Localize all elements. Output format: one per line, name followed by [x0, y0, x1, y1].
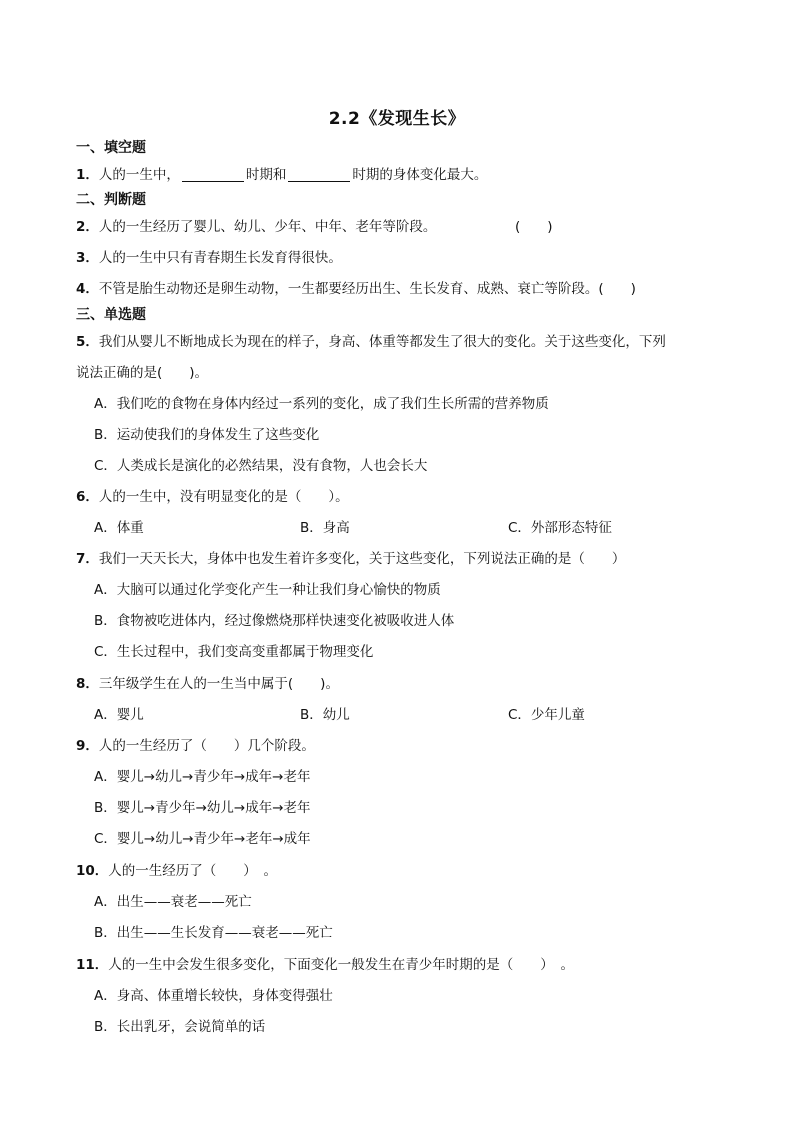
- question-text: 人的一生经历了（ ） 。: [108, 863, 278, 879]
- question-text: 人的一生中会发生很多变化，下面变化一般发生在青少年时期的是（ ） 。: [108, 957, 575, 973]
- option-c[interactable]: C．婴儿→幼儿→青少年→老年→成年: [94, 831, 311, 847]
- question-text: 人的一生经历了婴儿、幼儿、少年、中年、老年等阶段。: [98, 219, 437, 235]
- question-text: 三年级学生在人的一生当中属于( )。: [98, 676, 339, 692]
- question-number: 11．: [76, 957, 109, 973]
- question-4: [76, 279, 636, 299]
- question-text: 我们一天天长大，身体中也发生着许多变化，关于这些变化，下列说法正确的是（ ）: [98, 551, 626, 567]
- question-8: [76, 674, 339, 694]
- question-number: 5．: [76, 334, 99, 350]
- question-6: [76, 487, 349, 507]
- option-b[interactable]: B．幼儿: [300, 707, 350, 723]
- question-number: 7．: [76, 551, 99, 567]
- question-5: [76, 332, 666, 352]
- question-7: [76, 549, 625, 569]
- question-2: [76, 217, 436, 237]
- option-b[interactable]: B．婴儿→青少年→幼儿→成年→老年: [94, 800, 311, 816]
- section-judge: 二、判断题: [76, 192, 146, 208]
- question-number: 1．: [76, 167, 99, 183]
- section-fill-blank: 一、填空题: [76, 140, 146, 156]
- question-number: 4．: [76, 281, 99, 297]
- question-text: 我们从婴儿不断地成长为现在的样子，身高、体重等都发生了很大的变化。关于这些变化，下列: [98, 334, 666, 350]
- option-b[interactable]: B．出生——生长发育——衰老——死亡: [94, 925, 333, 941]
- question-5-cont: 说法正确的是( )。: [76, 365, 209, 381]
- question-text: 时期的身体变化最大。: [352, 167, 488, 183]
- option-a[interactable]: A．体重: [94, 520, 144, 536]
- option-b[interactable]: B．长出乳牙，会说简单的话: [94, 1019, 266, 1035]
- option-a[interactable]: A．婴儿: [94, 707, 144, 723]
- question-text: 时期和: [245, 167, 287, 183]
- option-b[interactable]: B．运动使我们的身体发生了这些变化: [94, 427, 320, 443]
- question-text: 人的一生经历了（ ）几个阶段。: [98, 738, 315, 754]
- option-c[interactable]: C．外部形态特征: [508, 520, 612, 536]
- question-number: 10．: [76, 863, 109, 879]
- option-a[interactable]: A．身高、体重增长较快，身体变得强壮: [94, 988, 333, 1004]
- option-a[interactable]: A．我们吃的食物在身体内经过一系列的变化，成了我们生长所需的营养物质: [94, 396, 549, 412]
- option-a[interactable]: A．婴儿→幼儿→青少年→成年→老年: [94, 769, 311, 785]
- option-a[interactable]: A．出生——衰老——死亡: [94, 894, 252, 910]
- question-number: 3．: [76, 250, 99, 266]
- question-number: 8．: [76, 676, 99, 692]
- question-number: 2．: [76, 219, 99, 235]
- option-c[interactable]: C．少年儿童: [508, 707, 585, 723]
- option-b[interactable]: B．身高: [300, 520, 350, 536]
- question-9: [76, 736, 315, 756]
- option-a[interactable]: A．大脑可以通过化学变化产生一种让我们身心愉快的物质: [94, 582, 441, 598]
- option-c[interactable]: C．人类成长是演化的必然结果，没有食物，人也会长大: [94, 458, 428, 474]
- answer-blank[interactable]: [288, 167, 350, 182]
- question-number: 9．: [76, 738, 99, 754]
- question-10: [76, 861, 277, 881]
- option-b[interactable]: B．食物被吃进体内，经过像燃烧那样快速变化被吸收进人体: [94, 613, 455, 629]
- question-text: 人的一生中只有青春期生长发育得很快。: [98, 250, 342, 266]
- question-text: 人的一生中，没有明显变化的是（ ）。: [98, 489, 349, 505]
- question-number: 6．: [76, 489, 99, 505]
- answer-blank[interactable]: [182, 167, 244, 182]
- question-3: [76, 248, 342, 268]
- question-11: [76, 955, 574, 975]
- question-text: 人的一生中，: [98, 167, 180, 183]
- question-text: 不管是胎生动物还是卵生动物，一生都要经历出生、生长发育、成熟、衰亡等阶段。( ): [98, 281, 636, 297]
- answer-paren[interactable]: ( ): [515, 219, 553, 235]
- option-c[interactable]: C．生长过程中，我们变高变重都属于物理变化: [94, 644, 374, 660]
- question-1: [76, 165, 487, 185]
- section-single-choice: 三、单选题: [76, 307, 146, 323]
- page-title: 2.2《发现生长》: [328, 109, 466, 129]
